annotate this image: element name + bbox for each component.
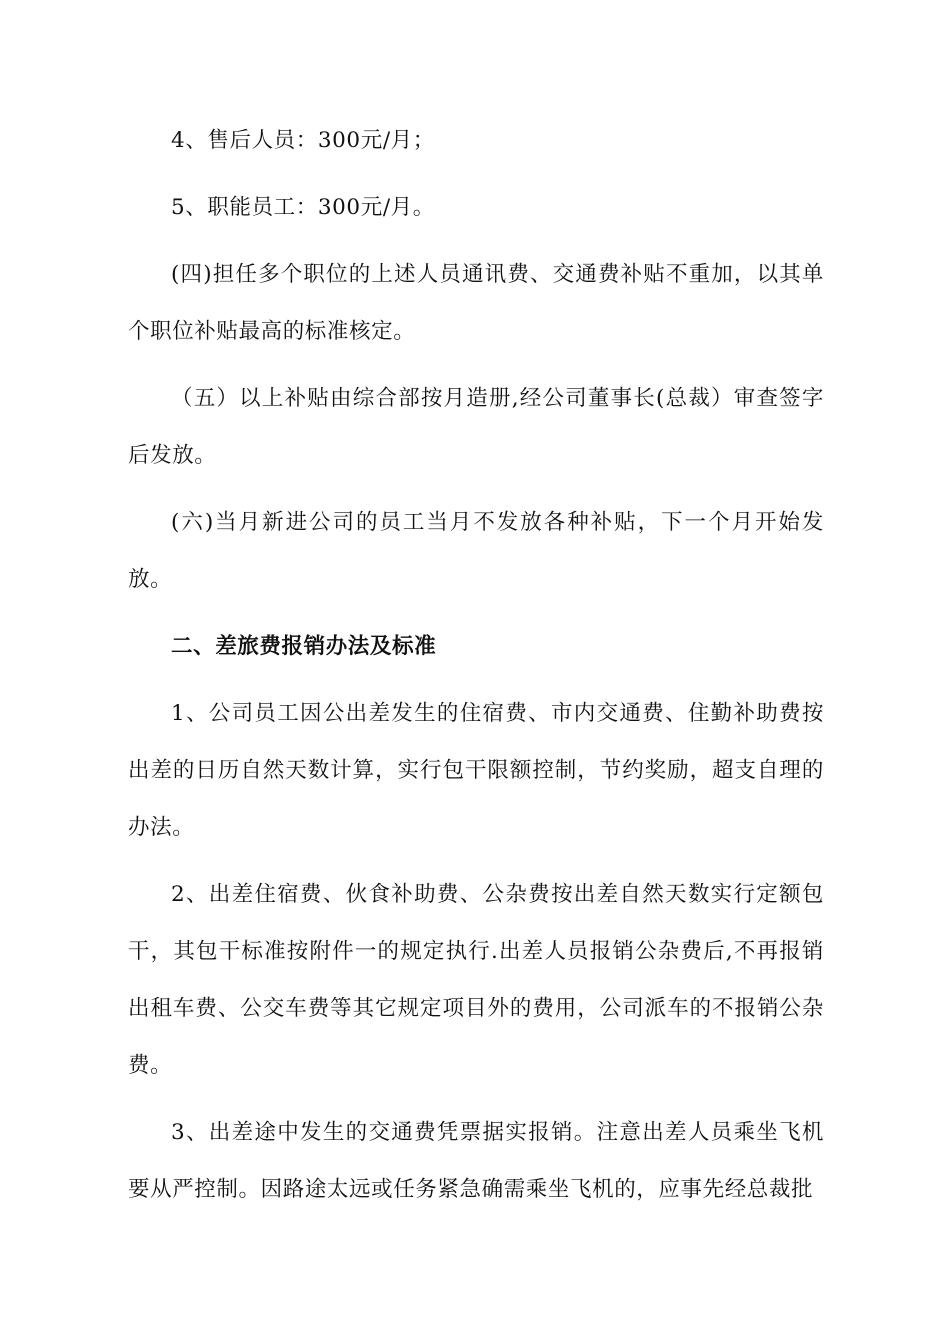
paragraph-travel-item-3: 3、出差途中发生的交通费凭票据实报销。注意出差人员乘坐飞机要从严控制。因路途太远或任务紧急确需乘坐飞机的，应事先经总裁批 — [128, 1120, 824, 1202]
paragraph-new-employee: (六)当月新进公司的员工当月不发放各种补贴，下一个月开始发放。 — [128, 510, 824, 592]
document-page — [128, 112, 824, 1218]
paragraph-travel-item-2: 2、出差住宿费、伙食补助费、公杂费按出差自然天数实行定额包干，其包干标准按附件一的规定执行.出差人员报销公杂费后,不再报销出租车费、公交车费等其它规定项目外的费用，公司派车的不报销公杂费。 — [128, 882, 824, 1078]
section-heading-travel-expenses: 二、差旅费报销办法及标准 — [171, 634, 437, 659]
paragraph-travel-item-1: 1、公司员工因公出差发生的住宿费、市内交通费、住勤补助费按出差的日历自然天数计算，实行包干限额控制，节约奖励，超支自理的办法。 — [128, 701, 824, 840]
paragraph-multiple-positions: (四)担任多个职位的上述人员通讯费、交通费补贴不重加，以其单个职位补贴最高的标准核定。 — [128, 262, 824, 344]
paragraph-after-sales-allowance: 4、售后人员：300元/月； — [171, 128, 435, 153]
paragraph-functional-staff-allowance: 5、职能员工：300元/月。 — [171, 195, 435, 220]
paragraph-approval-process: （五）以上补贴由综合部按月造册,经公司董事长(总裁）审查签字后发放。 — [128, 386, 824, 468]
